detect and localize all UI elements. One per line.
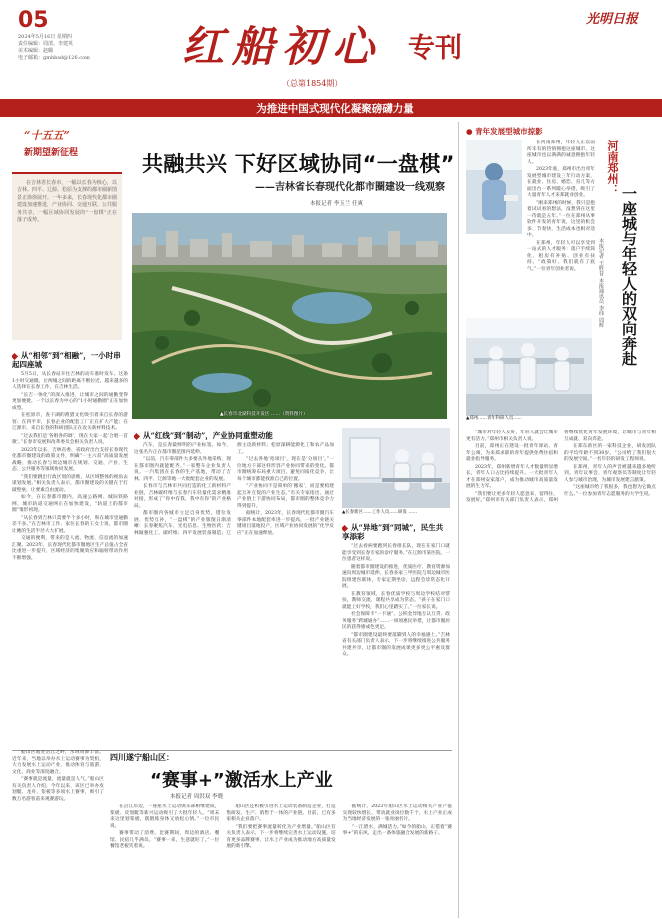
photo1-caption: ▲长春市北湖科技开发区 ……（资料图片） bbox=[220, 412, 308, 417]
section1-para: “从长春到吉林只需要半个多小时，和在城市里通勤差不多。”在吉林市工作、家住长春的王女士说，都市圈让她的生活半径大大扩展。 bbox=[12, 515, 128, 534]
right-photo-caption: ▲郑州……青年科研人员…… bbox=[466, 416, 523, 421]
right-kicker bbox=[466, 126, 543, 137]
bottom-para: “赛事就是流量，流量就是人气。”船山区有关负责人介绍，今年以来，该区已举办皮划艇、龙舟、桨板等多项水上赛事，吸引了数万名游客前来观赛游玩。 bbox=[12, 777, 104, 802]
youth-photo-image bbox=[466, 318, 592, 416]
bottom-byline: 本报记者 周洪双 李晓 bbox=[170, 794, 223, 800]
right-body bbox=[466, 430, 656, 916]
section3-para: 社会保障卡“一卡通”、公积金异地互认互贷、政务服务“跨城通办”……一项项惠民举措，让都市圈居民的获得感成色更足。 bbox=[342, 612, 450, 630]
column-label-bottom: 新期望新征程 bbox=[24, 148, 79, 158]
section3-para: 随着都市圈建设的推进，优质医疗、教育资源加速向周边城市延伸。长春多家三甲医院与周边城市医院组建医联体，专家定期坐诊，远程会诊常态化开展。 bbox=[342, 564, 450, 589]
section3-para: “都市圈建设最终要落脚到人的幸福感上。”吉林省有关部门负责人表示，下一步将继续推进公共服务共建共享，让都市圈的发展成果更多更公平惠及群众。 bbox=[342, 632, 450, 657]
section1-para: 在松原市，查干湖的渔猎文化吸引着来自长春的游客；在四平市，长春企业的配套工厂正在扩大产能；在辽源市，来自长春的科研团队正在攻关新材料技术。 bbox=[12, 413, 128, 431]
section2-heading: 从“红线”到“制动”，产业协同重塑动能 bbox=[134, 431, 334, 440]
right-divider bbox=[458, 122, 459, 918]
lab-photo-image bbox=[342, 428, 450, 508]
right-para: 在河南郑州，年轻人正以前所未有的热情拥抱这座城市，这座城市也以满满的诚意拥抱年轻人。 bbox=[527, 140, 595, 165]
section1-para: 交通的便利，带来的是人流、物流、信息流的加速汇聚。2023年，长春现代化都市圈地区生产总值占全省比重进一步提升，区域经济的集聚效应和辐射带动作用不断增强。 bbox=[12, 536, 128, 561]
bottom-para: 船山区地处涪江之畔，水域资源丰富。近年来，当地以举办水上运动赛事为契机，大力发展水上运动产业，推动体育与旅游、文化、商业等深度融合。 bbox=[12, 750, 104, 775]
right-para: 在郑州，年轻人可以享受到一站式的人才服务：落户手续简化、租房有补贴、创业有扶持。“政策好，我们就有了底气。”一位青年创业者说。 bbox=[527, 240, 595, 272]
bottom-body bbox=[110, 804, 452, 918]
section1-para: “我们要跳出行政区划的思维，从区域整体的视角去谋划发展。”相关负责人表示，都市圈建设的关键在于打破壁垒，让要素自由流动。 bbox=[12, 474, 128, 493]
meta-email: 电子邮箱：gmhbsd@126.com bbox=[18, 55, 90, 61]
section3-para: “过去看病要跑到长春排长队，现在在家门口就能享受到长春专家的诊疗服务。”在辽源市某医院，一位患者这样说。 bbox=[342, 544, 450, 562]
section1-para: 2023年以来，吉林省委、省政府出台支持长春现代化都市圈建设的政策文件，明确“一主六双”高质量发展战略，推动长春与周边城市在规划、交通、产业、生态、公共服务等领域协同发展。 bbox=[12, 447, 128, 472]
bottom-body-left bbox=[12, 750, 104, 918]
lead-byline: 本报记者 李玉兰 任爽 bbox=[310, 201, 363, 207]
right-para: “我们要让更多年轻人愿意来、留得住、发展好。”郑州市有关部门负责人表示，郑州将继续优化青年发展环境，让城市与青年相互成就、双向奔赴。 bbox=[466, 430, 656, 503]
issue-number: （总第1854期） bbox=[282, 79, 343, 88]
bottom-para: “我们要把赛事流量转化为产业增量。”船山区有关负责人表示，下一步将继续完善水上运动设施，培育更多品牌赛事，让水上产业成为推动地方高质量发展的新引擎。 bbox=[226, 824, 336, 849]
bottom-para: 据统计，2023年船山区水上运动相关产业产值实现较快增长，带动就业岗位数千个，水上产业正成为当地经济发展的一张亮丽名片。 bbox=[342, 804, 452, 822]
right-para: 在郑州，青年人的声音被越来越多地听到。青年议事会、青年观察员等制度让年轻人参与城市治理，为城市发展建言献策。 bbox=[564, 464, 656, 483]
section2-para: 都市圈内各城市立足自身优势，错位发展、优势互补，“一盘棋”的产业版图日渐清晰：长春聚焦汽车、光电信息、生物医药；吉林做强化工、碳纤维；四平发展装备制造；辽源主攻新材料；松原深耕能源化工和农产品加工。 bbox=[134, 443, 334, 536]
meta-date: 2024年5月16日 星期四 bbox=[18, 34, 72, 40]
meta-art-editor: 美术编辑：赵璐 bbox=[18, 48, 54, 54]
section2 bbox=[134, 428, 334, 748]
masthead-meta bbox=[18, 34, 138, 62]
right-para: 在郑东新区的一家科技企业，研发团队的平均年龄不到30岁。“公司给了我们很大的发展空间。”一名年轻的研发工程师说。 bbox=[564, 444, 656, 462]
right-headline: 一座城与年轻人的双向奔赴 bbox=[620, 186, 638, 366]
bottom-para: 赛事带动了消费。比赛期间，周边的酒店、餐馆、民宿几乎满员。“赛事一来，生意就旺了。”一位餐馆老板笑着说。 bbox=[110, 831, 220, 849]
photo2-caption: ▲长春新区……工作人员……研发 …… bbox=[342, 510, 418, 515]
banner-text: 为推进中国式现代化凝聚磅礴力量 bbox=[256, 103, 414, 115]
page-number: 05 bbox=[18, 8, 49, 33]
column-label bbox=[24, 127, 124, 167]
lead-headline: 共融共兴 下好区域协同“一盘棋” bbox=[142, 152, 455, 176]
newspaper-logo: 光明日报 bbox=[586, 12, 639, 27]
right-byline: 本报记者 王胜昔 本报通讯员 李纬 周辉 bbox=[598, 238, 604, 328]
right-para: 2023年，郑州新增青年人才数量明显增长，青年人口占比持续提升。一大批青年人才在郑州安家落户，成为推动城市高质量发展的生力军。 bbox=[466, 464, 558, 489]
section2-para: 长春市与吉林市共同打造的化工新材料产业链，吉林碳纤维与长春汽车轻量化需求精准对接，形成了“你中有我、我中有你”的产业格局。 bbox=[134, 484, 231, 509]
section2-para: 汽车，是长春最鲜明的产业标签。如今，这张名片正在都市圈范围内延伸。 bbox=[134, 443, 231, 455]
section3-heading: 从“异地”到“同城”，民生共享添彩 bbox=[342, 523, 450, 541]
section1-para: 5月5日，从长春站开往吉林的动车准时发车。这条1小时交通圈，让两城之间的距离不断拉近，越来越多的人选择在长春工作、在吉林生活。 bbox=[12, 372, 128, 390]
right-para: “城市对年轻人友好，年轻人就会让城市更有活力。”郑州市相关负责人说。 bbox=[466, 430, 558, 442]
column-label-top: “十五五” bbox=[24, 129, 70, 142]
right-kicker-text: 青年发展型城市掠影 bbox=[475, 127, 543, 136]
bottom-para: 在涪江岸边，一座座水上运动俱乐部相继建成，桨板、皮划艇等新兴运动吸引了大批年轻人。“周末来这里划桨板，既锻炼身体又放松心情。”一位市民说。 bbox=[110, 804, 220, 829]
masthead-title: 红船初心 bbox=[182, 22, 383, 71]
masthead-suffix: 专刊 bbox=[408, 33, 462, 64]
bottom-headline: “赛事+”激活水上产业 bbox=[150, 770, 333, 791]
section3-para: 在教育领域，长春优质学校与周边学校结对帮扶，教师交流、课程共享成为常态。“孩子在家门口就能上好学校，我们心里踏实了。”一位家长说。 bbox=[342, 591, 450, 610]
scientist-photo bbox=[466, 140, 522, 234]
masthead bbox=[0, 0, 662, 88]
aerial-photo bbox=[132, 213, 447, 419]
right-para: 2023年底，郑州市出台青年发展型城市建设三年行动方案，在就业、住房、婚恋、育儿等方面出台一系列暖心举措，吸引了大量青年人才来郑就业创业。 bbox=[527, 167, 595, 198]
aerial-photo-image bbox=[132, 213, 447, 419]
intro-box bbox=[12, 172, 122, 340]
scientist-photo-image bbox=[466, 140, 522, 234]
meta-editor: 责任编辑：周清、李建英 bbox=[18, 41, 74, 47]
section1-para: 如今，在长春都市圈内，高速公路网、城际铁路网、城市轨道交通网正在加快建设，“轨道上的都市圈”雏形初现。 bbox=[12, 495, 128, 513]
section1-para: “过去我们是‘各唱各的调’，现在大家一起‘合唱一首歌’。”长春市发展和改革委员会相关负责人说。 bbox=[12, 433, 128, 445]
section1-heading: 从“相邻”到“相融”，一小时串起四座城 bbox=[12, 351, 128, 369]
bottom-section: 四川遂宁船山区： bbox=[110, 753, 174, 762]
section2-para: “产业协同不是简单的‘搬家’，而是要构建起互补互促的产业生态。”有关专家指出，通过产业链上下游协同布局，都市圈的整体竞争力得到提升。 bbox=[237, 484, 334, 509]
bottom-para: 船山区还积极引进水上运动装备制造企业，打造集研发、生产、销售于一体的产业链。目前，已有多家相关企业落户。 bbox=[226, 804, 336, 822]
section2-para: 据统计，2023年，长春现代化都市圈汽车零部件本地配套率进一步提高，一批产业链关键项目落地投产，区域产业协同发展的“化学反应”正在加速释放。 bbox=[237, 511, 334, 536]
lab-photo bbox=[342, 428, 450, 508]
right-body-top bbox=[527, 140, 595, 315]
section3 bbox=[342, 520, 450, 750]
section2-para: “过去各地‘抢项目’，现在是‘分项目’。”一位地方干部这样形容产业协同带来的变化。都市圈统筹布局重大项目，避免同质化竞争，让每个城市都能找准自己的位置。 bbox=[237, 457, 334, 482]
section2-para: “以前，汽车零部件大多要从外地采购，现在都市圈内就能配齐。”一家整车企业负责人说。一汽集团在长春的生产基地，带动了吉林、四平、辽源等地一大批配套企业的发展。 bbox=[134, 457, 231, 482]
bottom-para: “一江碧水，满城活力。”如今的船山，正借着“赛事+”的东风，走出一条体旅融合发展的新路子。 bbox=[342, 824, 452, 836]
lead-subtitle: ——吉林省长春现代化都市圈建设一线观察 bbox=[255, 182, 445, 193]
kicker-dot-icon: ● bbox=[466, 127, 473, 136]
section1-para: “长吉一体化”的深入推进，让城市之间的通勤变得更加便捷。一个以长春为中心的“1小时通勤圈”正在加快成型。 bbox=[12, 392, 128, 411]
right-para: “刚来郑州的时候，我只是抱着试试看的想法，没想到在这里一待就是五年。”一位在郑州从事软件开发的青年说，这里的机会多、节奏快，生活成本也相对适中。 bbox=[527, 200, 595, 238]
section1 bbox=[12, 348, 128, 748]
right-place: 河南郑州： bbox=[606, 140, 619, 195]
youth-photo bbox=[466, 318, 592, 416]
intro-text: 在吉林省长春市，一幅以长春为核心，以吉林、四平、辽源、松原为支撑的都市圈新图景正徐徐展开。一年多来，长春现代化都市圈建设加速推进，产业协同、交通互联、公共服务共享，一幅区域协同发展的“一盘棋”正在落子成势。 bbox=[17, 180, 118, 224]
right-para: 目前，郑州正在建设一批青年驿站、青年公寓，为来郑求职的青年提供免费住宿和就业指导服务。 bbox=[466, 444, 558, 462]
right-para: “这座城市给了我很多，我也想为它做点什么。”一位参加青年志愿服务的大学生说。 bbox=[564, 485, 656, 497]
